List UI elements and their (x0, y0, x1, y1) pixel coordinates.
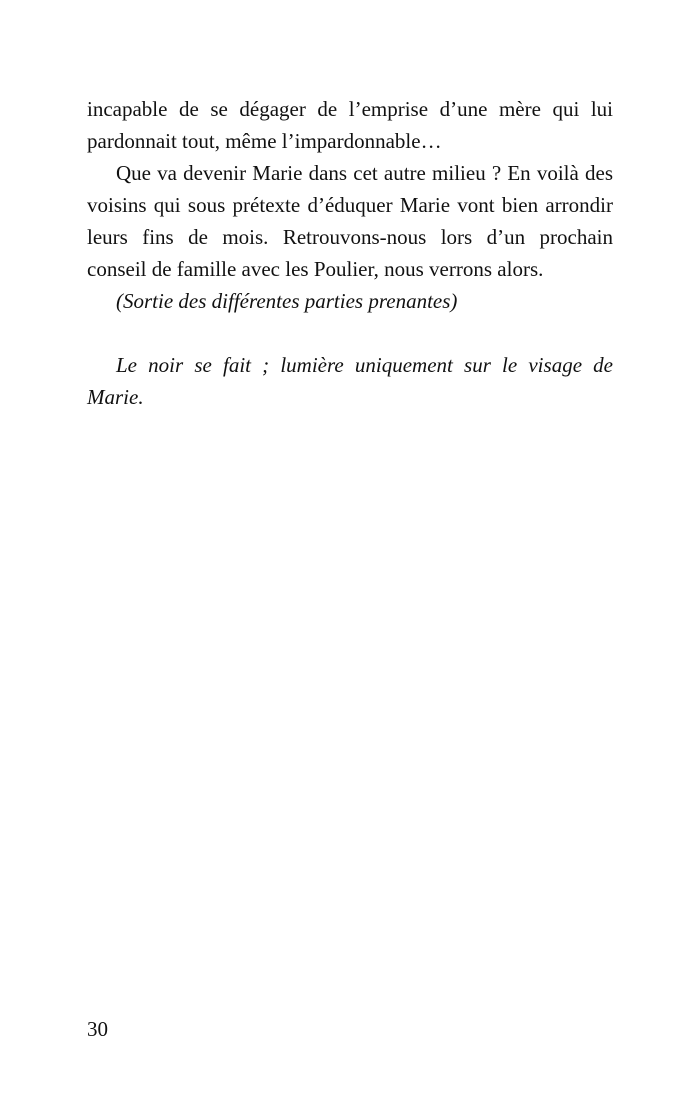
stage-direction-exit: (Sortie des différentes parties prenantes) (116, 289, 458, 313)
page-body (87, 93, 613, 413)
paragraph-continuation: incapable de se dégager de l’emprise d’une mère qui lui pardonnait tout, même l’impardonnable… (87, 97, 613, 153)
paragraph-narration: Que va devenir Marie dans cet autre milieu ? En voilà des voisins qui sous prétexte d’éduquer Marie vont bien arrondir leurs fins de mois. Retrouvons-nous lors d’un prochain conseil de famille avec les Poulier, nous verrons alors. (87, 161, 613, 281)
page-number: 30 (87, 1017, 108, 1041)
paragraph-spacer (87, 317, 613, 349)
stage-direction-lighting: Le noir se fait ; lumière uniquement sur le visage de Marie. (87, 353, 613, 409)
